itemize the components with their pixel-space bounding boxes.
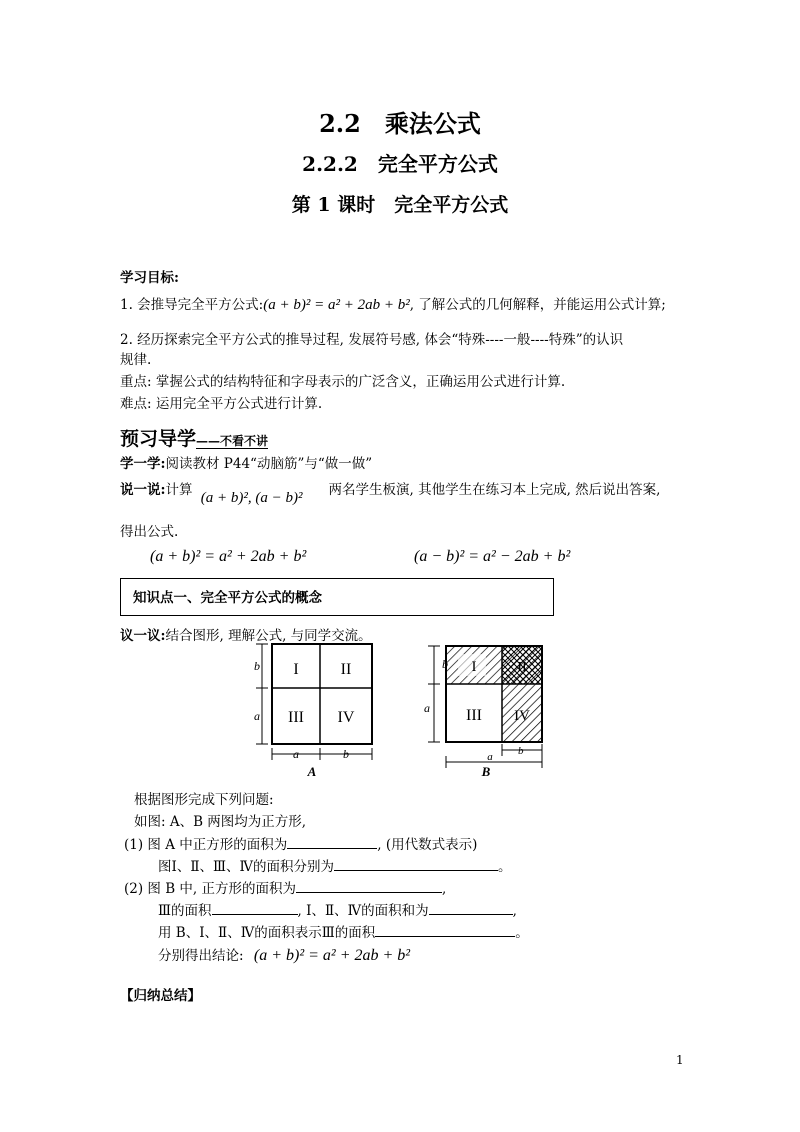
lesson-title: 第 1 课时 完全平方公式 <box>291 194 509 216</box>
difficulty: 难点: 运用完全平方公式进行计算. <box>120 396 323 412</box>
conclusion-line: 分别得出结论: (a + b)² = a² + 2ab + b² <box>158 947 411 964</box>
fig-b-side-b: b <box>442 657 448 671</box>
questions-given: 如图: A、B 两图均为正方形, <box>134 814 307 830</box>
main-title: 2.2 乘法公式 <box>319 109 481 138</box>
fig-b-region-3: III <box>466 707 482 724</box>
fig-a-region-1: I <box>293 661 299 678</box>
questions-intro: 根据图形完成下列问题: <box>134 792 274 808</box>
fig-a-side-b: b <box>254 659 260 673</box>
fig-b-bottom-a: a <box>487 751 493 763</box>
fig-a-region-3: III <box>288 709 304 726</box>
goal-item-2-line2: 规律. <box>120 352 152 368</box>
fig-a-region-2: II <box>340 661 352 678</box>
key-point: 重点: 掌握公式的结构特征和字母表示的广泛含义，正确运用公式进行计算. <box>120 374 566 390</box>
say-line <box>120 480 661 506</box>
fig-b-bottom-b: b <box>518 745 524 757</box>
question-1b: 图Ⅰ、Ⅱ、Ⅲ、Ⅳ的面积分别为 。 <box>158 856 512 877</box>
learn-line <box>120 454 372 474</box>
section-title: 2.2.2 完全平方公式 <box>302 152 498 176</box>
conclusion-formula: (a + b)² = a² + 2ab + b² <box>253 947 411 964</box>
answer-blank-q2c[interactable] <box>375 922 515 937</box>
fig-b-caption: B <box>481 764 491 779</box>
knowledge-point-title: 知识点一、完全平方公式的概念 <box>133 590 322 606</box>
fig-a-bottom-b: b <box>343 747 349 761</box>
say-pre: 计算 <box>165 482 193 498</box>
preview-heading: 预习导学——不看不讲 <box>120 428 269 450</box>
learn-label: 学一学: <box>120 456 166 472</box>
goal-item-2-line1: 2. 经历探索完全平方公式的推导过程, 发展符号感, 体会“特殊----一般----特殊”的认识 <box>120 332 624 348</box>
say-formula: (a + b)², (a − b)² <box>200 490 303 506</box>
knowledge-point-box <box>120 578 554 616</box>
discuss-text: 结合图形, 理解公式, 与同学交流。 <box>165 628 372 644</box>
learn-text: 阅读教材 P44“动脑筋”与“做一做” <box>165 456 373 472</box>
fig-a-region-4: IV <box>337 709 355 726</box>
formula-plus: (a + b)² = a² + 2ab + b² <box>150 548 307 565</box>
goals-heading: 学习目标: <box>120 270 179 286</box>
answer-blank-q1b[interactable] <box>334 856 498 871</box>
formula-minus: (a − b)² = a² − 2ab + b² <box>414 548 571 565</box>
say-line-2: 得出公式. <box>120 524 179 540</box>
goal-1-post: , 了解公式的几何解释，并能运用公式计算; <box>409 297 666 313</box>
goal-1-pre: 1. 会推导完全平方公式: <box>120 297 264 313</box>
answer-blank-q2a[interactable] <box>296 878 442 893</box>
summary-heading: 【归纳总结】 <box>120 988 201 1004</box>
figure-a <box>248 640 388 780</box>
fig-b-region-1: I <box>471 659 477 675</box>
figure-b <box>418 640 558 780</box>
fig-b-region-4: IV <box>514 708 530 724</box>
answer-blank-q2b-1[interactable] <box>212 900 298 915</box>
fig-a-side-a: a <box>254 709 260 723</box>
say-post: 两名学生板演, 其他学生在练习本上完成, 然后说出答案, <box>328 482 661 498</box>
fig-a-bottom-a: a <box>293 747 299 761</box>
page-number: 1 <box>676 1053 684 1067</box>
question-2b: Ⅲ的面积 , Ⅰ、Ⅱ、Ⅳ的面积和为 , <box>158 900 517 921</box>
preview-heading-small: ——不看不讲 <box>196 434 269 448</box>
question-2c: 用 B、Ⅰ、Ⅱ、Ⅳ的面积表示Ⅲ的面积 。 <box>158 922 529 943</box>
fig-b-region-2: II <box>517 660 527 675</box>
say-label: 说一说: <box>120 482 166 498</box>
goal-1-formula: (a + b)² = a² + 2ab + b² <box>263 297 410 313</box>
answer-blank-q2b-2[interactable] <box>429 900 513 915</box>
question-2a: (2) 图 B 中, 正方形的面积为 , <box>124 878 446 899</box>
question-1a: (1) 图 A 中正方形的面积为 , (用代数式表示) <box>124 834 477 855</box>
goal-item-1 <box>120 295 666 315</box>
answer-blank-q1a[interactable] <box>287 834 377 849</box>
fig-b-side-a: a <box>424 701 430 715</box>
fig-a-caption: A <box>307 764 317 779</box>
discuss-label: 议一议: <box>120 628 166 644</box>
